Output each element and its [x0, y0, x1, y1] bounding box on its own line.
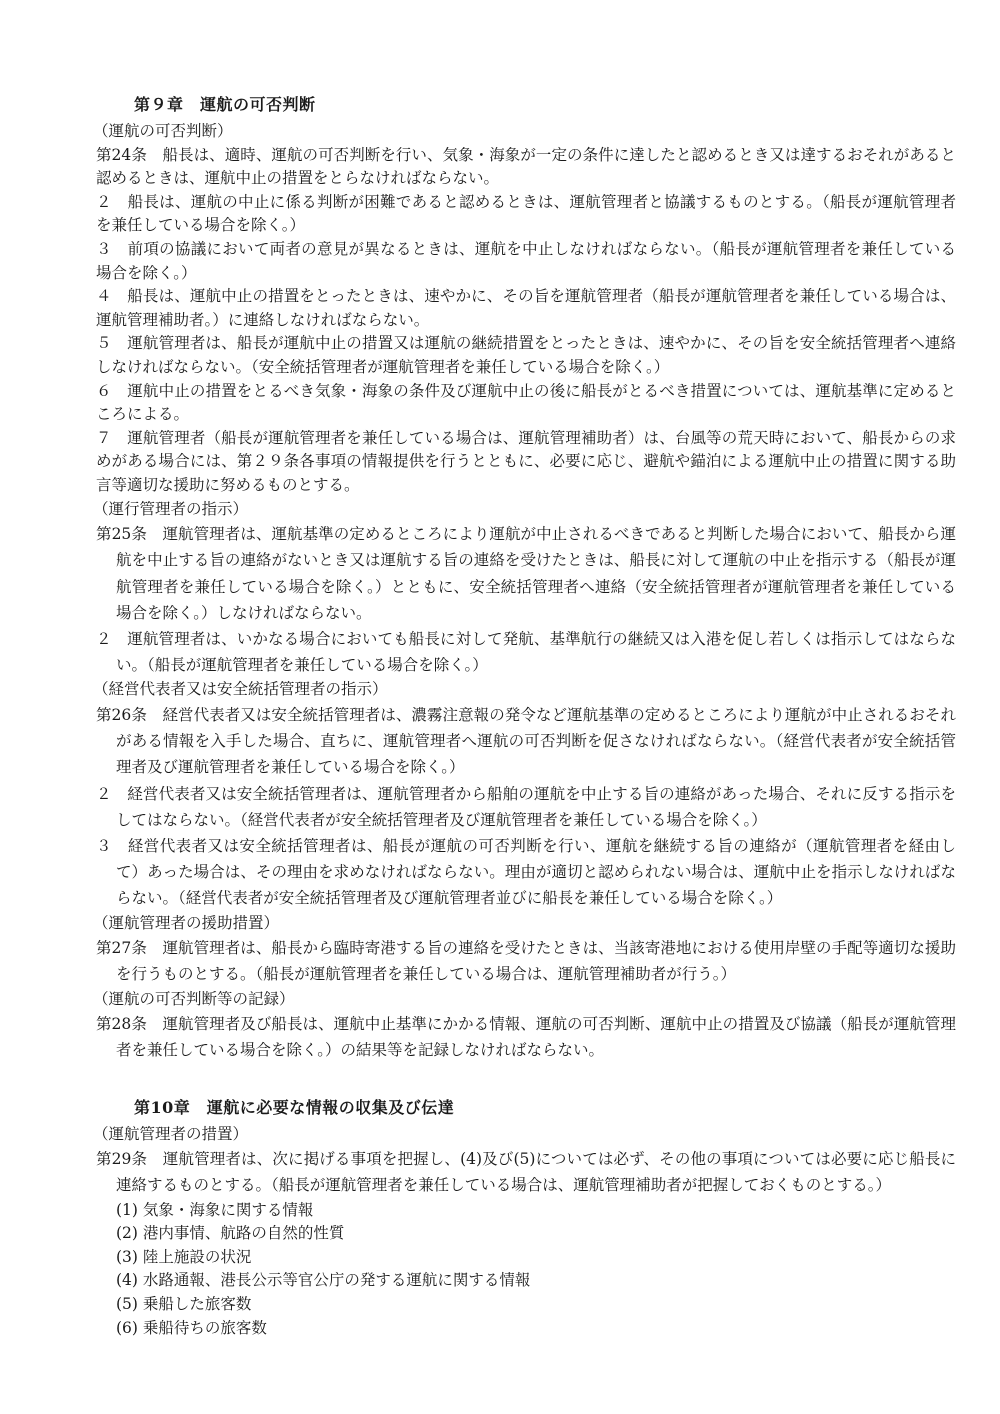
section-caption: （運航の可否判断等の記録）: [93, 989, 295, 1008]
list-item: (6) 乗船待ちの旅客数: [116, 1318, 267, 1337]
article-paragraph: ４ 船長は、運航中止の措置をとったときは、速やかに、その旨を運航管理者（船長が運航管理者を兼任している場合は、運航管理補助者。）に連絡しなければならない。: [96, 287, 956, 329]
article-paragraph: 第25条 運航管理者は、運航基準の定めるところにより運航が中止されるべきであると判断した場合において、船長から運航を中止する旨の連絡がないとき又は運航する旨の連絡を受けたときは、船長に対して運航の中止を指示する（船長が運航管理者を兼任している場合を除く。）とともに、安全統括管理者へ連絡（安全統括管理者が運航管理者を兼任している場合を除く。）しなければならない。: [96, 525, 956, 622]
article-paragraph: ５ 運航管理者は、船長が運航中止の措置又は運航の継続措置をとったときは、速やかに、その旨を安全統括管理者へ連絡しなければならない。（安全統括管理者が運航管理者を兼任している場合を除く。）: [96, 334, 956, 376]
article-paragraph: ３ 前項の協議において両者の意見が異なるときは、運航を中止しなければならない。（船長が運航管理者を兼任している場合を除く。）: [96, 239, 956, 282]
article-paragraph: 第24条 船長は、適時、運航の可否判断を行い、気象・海象が一定の条件に達したと認めるとき又は達するおそれがあると認めるときは、運航中止の措置をとらなければならない。: [96, 145, 956, 188]
section-caption: （運航管理者の援助措置）: [93, 913, 280, 932]
article-paragraph: ７ 運航管理者（船長が運航管理者を兼任している場合は、運航管理補助者）は、台風等の荒天時において、船長からの求めがある場合には、第２９条各事項の情報提供を行うとともに、必要に応じ、避航や錨泊による運航中止の措置に関する助言等適切な援助に努めるものとする。: [96, 428, 956, 494]
article-paragraph: 第28条 運航管理者及び船長は、運航中止基準にかかる情報、運航の可否判断、運航中止の措置及び協議（船長が運航管理者を兼任している場合を除く。）の結果等を記録しなければならない。: [96, 1015, 956, 1060]
list-item: (1) 気象・海象に関する情報: [116, 1200, 314, 1219]
list-item: (4) 水路通報、港長公示等官公庁の発する運航に関する情報: [116, 1271, 531, 1290]
section-caption: （経営代表者又は安全統括管理者の指示）: [93, 680, 388, 699]
document-page: [93, 93, 956, 1340]
article-paragraph: 第29条 運航管理者は、次に掲げる事項を把握し、(4)及び(5)については必ず、その他の事項については必要に応じ船長に連絡するものとする。（船長が運航管理者を兼任している場合は、運航管理補助者が把握しておくものとする。）: [96, 1150, 956, 1195]
list-item: (3) 陸上施設の状況: [116, 1247, 252, 1266]
section-caption: （運航の可否判断）: [93, 122, 233, 140]
chapter-title: 第９章 運航の可否判断: [134, 95, 316, 114]
item-list: [96, 1199, 956, 1341]
article-paragraph: 第27条 運航管理者は、船長から臨時寄港する旨の連絡を受けたときは、当該寄港地における使用岸壁の手配等適切な援助を行うものとする。（船長が運航管理者を兼任している場合は、運航管理補助者が行う。）: [96, 939, 956, 984]
article-paragraph: ３ 経営代表者又は安全統括管理者は、船長が運航の可否判断を行い、運航を継続する旨の連絡が（運航管理者を経由して）あった場合は、その理由を求めなければならない。理由が適切と認められない場合は、運航中止を指示しなければならない。（経営代表者が安全統括管理者及び運航管理者並びに船長を兼任している場合を除く。）: [96, 836, 956, 908]
article-paragraph: 第26条 経営代表者又は安全統括管理者は、濃霧注意報の発令など運航基準の定めるところにより運航が中止されるおそれがある情報を入手した場合、直ちに、運航管理者へ運航の可否判断を促さなければならない。（経営代表者が安全統括管理者及び運航管理者を兼任している場合を除く。）: [96, 705, 956, 777]
chapter-title: 第10章 運航に必要な情報の収集及び伝達: [134, 1097, 455, 1117]
article-paragraph: ２ 運航管理者は、いかなる場合においても船長に対して発航、基準航行の継続又は入港を促し若しくは指示してはならない。（船長が運航管理者を兼任している場合を除く。）: [96, 629, 956, 675]
list-item: (2) 港内事情、航路の自然的性質: [116, 1224, 345, 1243]
article-paragraph: ２ 経営代表者又は安全統括管理者は、運航管理者から船舶の運航を中止する旨の連絡があった場合、それに反する指示をしてはならない。（経営代表者が安全統括管理者及び運航管理者を兼任している場合を除く。）: [96, 784, 956, 829]
article-paragraph: ６ 運航中止の措置をとるべき気象・海象の条件及び運航中止の後に船長がとるべき措置については、運航基準に定めるところによる。: [96, 381, 956, 424]
section-caption: （運航管理者の措置）: [93, 1124, 249, 1143]
article-paragraph: ２ 船長は、運航の中止に係る判断が困難であると認めるときは、運航管理者と協議するものとする。（船長が運航管理者を兼任している場合を除く。）: [96, 192, 956, 235]
section-caption: （運行管理者の指示）: [93, 499, 249, 518]
list-item: (5) 乗船した旅客数: [116, 1294, 252, 1313]
